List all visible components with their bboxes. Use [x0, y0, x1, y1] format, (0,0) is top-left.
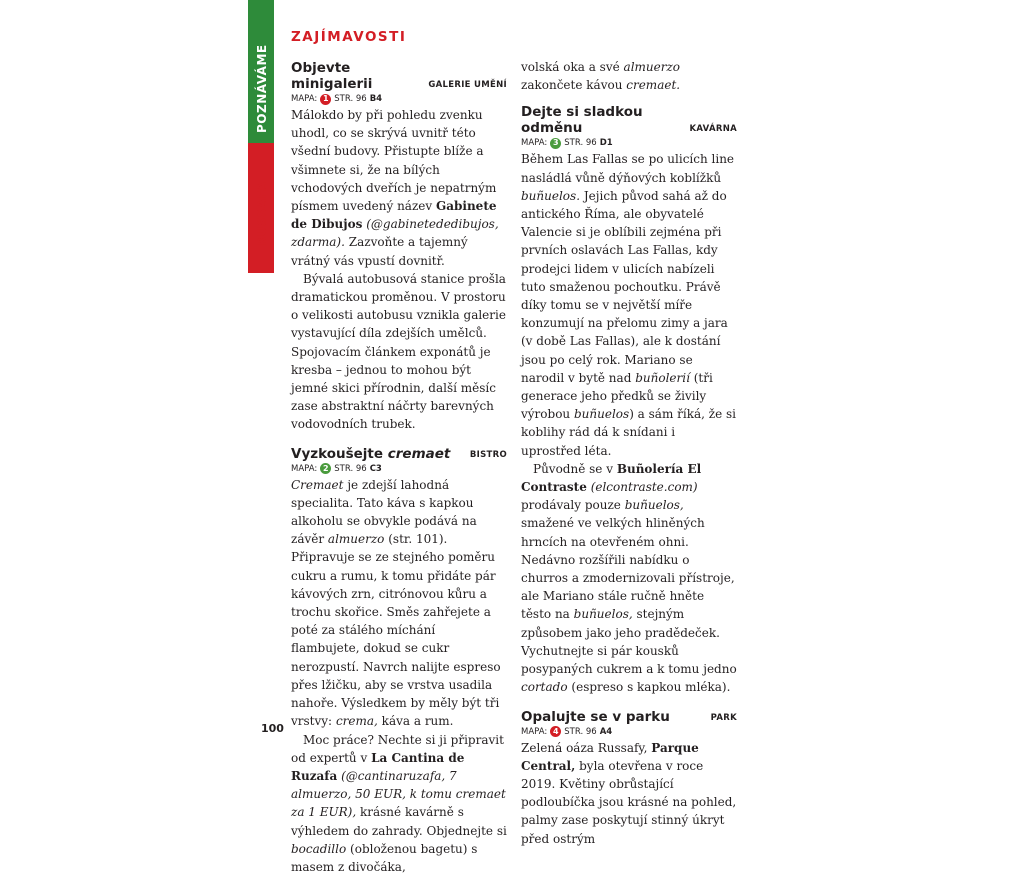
map-label: MAPA:	[521, 726, 547, 738]
text: (str. 101). Připravuje se ze stejného poměru cukru a rumu, k tomu přidáte pár kávových zrn, citrónovou kůru a trochu skořice. Směs zahřejete a poté za stálého míchání flambujete, dokud se cukr nerozpustí. Navrch nalijte espreso přes lžičku, aby se vrstva usadila nahoře. Výsledkem by měly být tři vrstvy:	[291, 532, 501, 728]
map-reference	[521, 137, 737, 149]
entry-category: BISTRO	[470, 450, 507, 462]
page-reference: STR. 96	[564, 726, 596, 738]
entry-title	[291, 446, 450, 462]
entry-paragraph	[521, 739, 737, 848]
text: byla otevřena v roce 2019. Květiny obrůstající podloubíčka jsou krásné na pohled, palmy zase poskytují stinný úkryt před ostrým	[521, 759, 736, 846]
italic-term: buñuelos.	[521, 189, 580, 203]
entry-category: GALERIE UMĚNÍ	[428, 80, 507, 92]
page-number: 100	[261, 722, 284, 735]
page-reference: STR. 96	[334, 463, 366, 475]
entry-title: Objevte minigalerii	[291, 60, 428, 92]
right-column	[521, 58, 737, 848]
italic-term: cortado	[521, 680, 568, 694]
entry-sweet-reward	[521, 104, 737, 696]
entry-paragraph	[291, 476, 507, 731]
entry-paragraph	[291, 106, 507, 270]
text: prodávaly pouze	[521, 498, 621, 512]
text: volská oka a své	[521, 60, 620, 74]
text: (tři generace jeho předků se živily výrobou	[521, 371, 713, 421]
title-text: Vyzkoušejte	[291, 446, 383, 462]
tab-divider-line	[248, 271, 274, 273]
map-label: MAPA:	[291, 93, 317, 105]
map-number-badge: 4	[550, 726, 561, 737]
map-reference	[521, 726, 737, 738]
map-grid: C3	[370, 463, 382, 475]
map-grid: D1	[600, 137, 613, 149]
text: (obloženou bagetu) s masem z divočáka,	[291, 842, 477, 874]
side-tab-russafa: RUSSAFA	[255, 181, 269, 246]
italic-term: Cremaet	[291, 478, 343, 492]
entry-cremaet	[291, 446, 507, 876]
text: krásné kavárně s výhledem do zahrady. Objednejte si	[291, 805, 507, 837]
venue-info: (elcontraste.com)	[591, 480, 698, 494]
italic-term: almuerzo	[624, 60, 680, 74]
text: Zazvoňte a tajemný vrátný vás vpustí dovnitř.	[291, 235, 468, 267]
left-column	[291, 58, 507, 876]
map-reference	[291, 93, 507, 105]
venue-name: Parque Central,	[521, 741, 699, 773]
map-label: MAPA:	[521, 137, 547, 149]
text: Původně se v	[533, 462, 613, 476]
text: stejným způsobem jako jeho pradědeček. Vychutnejte si pár kousků posypaných cukrem a k tomu jedno	[521, 607, 737, 676]
entry-paragraph	[521, 460, 737, 697]
page-reference: STR. 96	[564, 137, 596, 149]
title-italic: cremaet	[388, 446, 451, 462]
text: Moc práce? Nechte si ji připravit od expertů v	[291, 733, 504, 765]
entry-category: KAVÁRNA	[689, 124, 737, 136]
map-reference	[291, 463, 507, 475]
italic-term: cremaet.	[626, 78, 680, 92]
text: Zelená oáza Russafy,	[521, 741, 647, 755]
section-title: ZAJÍMAVOSTI	[291, 29, 406, 45]
italic-term: buñuelos,	[574, 607, 633, 621]
entry-paragraph	[291, 731, 507, 876]
venue-name: Gabinete de Dibujos	[291, 199, 497, 231]
venue-name: Buñolería El Contraste	[521, 462, 701, 494]
entry-paragraph: Bývalá autobusová stanice prošla dramatickou proměnou. V prostoru o velikosti autobusu vznikla galerie vystavující díla zdejších umělců. Spojovacím článkem exponátů je kresba – jednou to mohou být jemné skici přírodnin, další měsíc zase abstraktní náčrty barevných vodovodních trubek.	[291, 270, 507, 434]
map-grid: B4	[370, 93, 382, 105]
italic-term: buñuelos,	[625, 498, 684, 512]
text: káva a rum.	[382, 714, 454, 728]
entry-paragraph	[521, 150, 737, 459]
venue-info: (@cantinaruzafa, 7 almuerzo, 50 EUR, k tomu cremaet za 1 EUR),	[291, 769, 506, 819]
map-number-badge: 3	[550, 138, 561, 149]
text: smažené ve velkých hliněných hrncích na otevřeném ohni. Nedávno rozšířili nabídku o churros a zmodernizovali přístroje, ale Mariano stále ručně hněte těsto na	[521, 516, 735, 621]
continued-paragraph	[521, 58, 737, 94]
italic-term: crema,	[336, 714, 378, 728]
page-reference: STR. 96	[334, 93, 366, 105]
venue-info: (@gabinetededibujos, zdarma).	[291, 217, 499, 249]
text: Během Las Fallas se po ulicích line nasládlá vůně dýňových koblížků	[521, 152, 734, 184]
italic-term: almuerzo	[328, 532, 384, 546]
italic-term: buñolerií	[635, 371, 690, 385]
map-number-badge: 1	[320, 94, 331, 105]
text: (espreso s kapkou mléka).	[571, 680, 730, 694]
italic-term: bocadillo	[291, 842, 346, 856]
map-label: MAPA:	[291, 463, 317, 475]
entry-minigallery	[291, 60, 507, 434]
text: je zdejší lahodná specialita. Tato káva s kapkou alkoholu se obvykle podává na závěr	[291, 478, 477, 547]
italic-term: buñuelos	[574, 407, 629, 421]
text: Málokdo by při pohledu zvenku uhodl, co se skrývá uvnitř této všední budovy. Přistupte blíže a všimnete si, že na bílých vchodových dveřích je nepatrným písmem uvedený název	[291, 108, 496, 213]
side-tab-poznavame: POZNÁVÁME	[255, 44, 269, 133]
text: zakončete kávou	[521, 78, 622, 92]
text: ) a sám říká, že si koblihy rád dá k snídani i uprostřed léta.	[521, 407, 736, 457]
map-number-badge: 2	[320, 463, 331, 474]
map-grid: A4	[600, 726, 613, 738]
entry-park	[521, 709, 737, 848]
text: Jejich původ sahá až do antického Říma, ale obyvatelé Valencie si je oblíbili zejména při prvních oslavách Las Fallas, kdy prodejci lidem v ulicích nabízeli tuto smaženou pochoutku. Právě díky tomu se v největší míře konzumují na přelomu zimy a jara (v době Las Fallas), ale k dostání jsou po celý rok. Mariano se narodil v bytě nad	[521, 189, 728, 385]
entry-title: Opalujte se v parku	[521, 709, 670, 725]
venue-name: La Cantina de Ruzafa	[291, 751, 464, 783]
entry-category: PARK	[711, 713, 737, 725]
entry-title: Dejte si sladkou odměnu	[521, 104, 651, 136]
